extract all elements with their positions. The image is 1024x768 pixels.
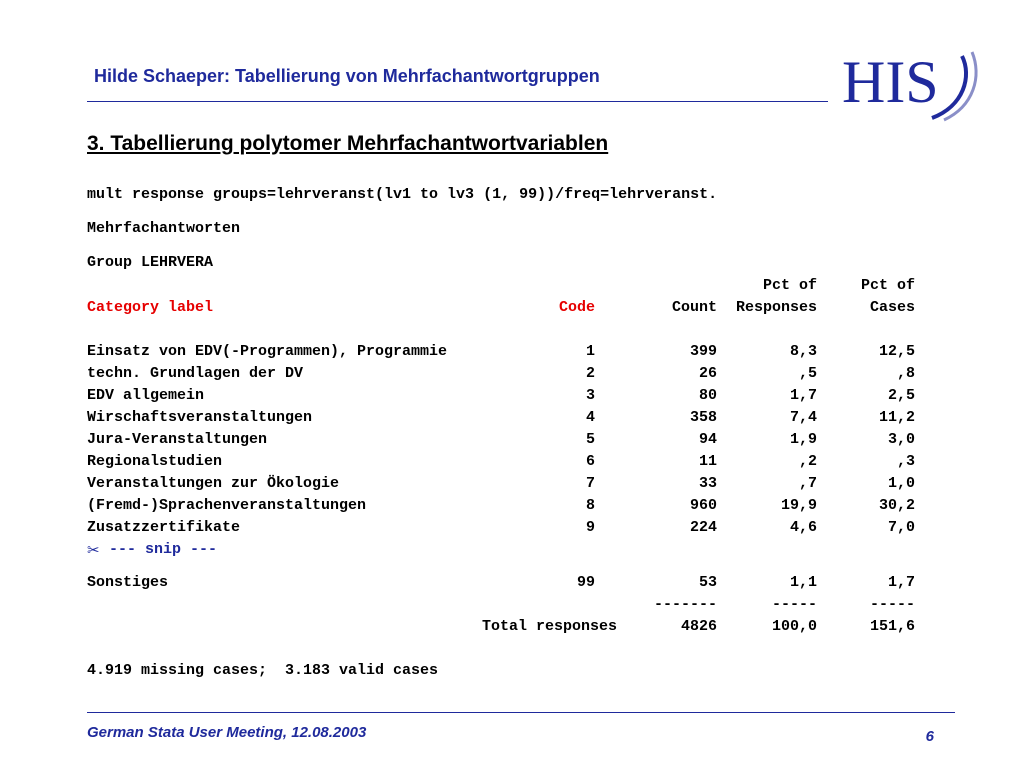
row-label: Veranstaltungen zur Ökologie (87, 475, 340, 492)
row-pct-cases: 11,2 (878, 409, 915, 426)
header-pct-responses: Pct of (762, 277, 817, 294)
summary-line (87, 660, 917, 682)
row-code: 3 (585, 387, 595, 404)
row-count: 80 (698, 387, 717, 404)
row-pct-cases: 1,7 (887, 574, 915, 591)
row-label: (Fremd-)Sprachenveranstaltungen (87, 497, 367, 514)
row-code: 99 (576, 574, 595, 591)
column-header-responses: Responses (735, 299, 817, 316)
row-code: 6 (585, 453, 595, 470)
row-count: 358 (689, 409, 717, 426)
total-pct-responses: 100,0 (771, 618, 817, 635)
row-count: 33 (698, 475, 717, 492)
row-count: 399 (689, 343, 717, 360)
row-count: 960 (689, 497, 717, 514)
table-row (87, 385, 917, 407)
row-pct-responses: 19,9 (780, 497, 817, 514)
row-count: 11 (698, 453, 717, 470)
row-pct-responses: 1,7 (789, 387, 817, 404)
total-pct-cases: 151,6 (869, 618, 915, 635)
header-pct-cases: Pct of (860, 277, 915, 294)
row-pct-cases: 7,0 (887, 519, 915, 536)
row-pct-responses: 8,3 (789, 343, 817, 360)
row-pct-cases: 1,0 (887, 475, 915, 492)
section-heading: 3. Tabellierung polytomer Mehrfachantwortvariablen (87, 132, 609, 155)
row-label: EDV allgemein (87, 387, 205, 404)
snip-marker (87, 539, 917, 561)
separator-responses: ----- (771, 596, 817, 613)
row-code: 4 (585, 409, 595, 426)
table-row (87, 517, 917, 539)
row-pct-responses: 7,4 (789, 409, 817, 426)
row-pct-cases: ,8 (896, 365, 915, 382)
footer-text: German Stata User Meeting, 12.08.2003 (87, 724, 367, 741)
row-label: Sonstiges (87, 574, 169, 591)
row-label: Einsatz von EDV(-Programmen), Programmie (87, 343, 448, 360)
row-pct-responses: 4,6 (789, 519, 817, 536)
row-count: 53 (698, 574, 717, 591)
row-code: 7 (585, 475, 595, 492)
column-header-category-label: Category label (87, 299, 214, 316)
row-count: 26 (698, 365, 717, 382)
row-pct-responses: ,7 (798, 475, 817, 492)
column-header-count: Count (671, 299, 717, 316)
table-row (87, 429, 917, 451)
row-label: Zusatzzertifikate (87, 519, 241, 536)
column-header-cases: Cases (869, 299, 915, 316)
header-divider (87, 101, 828, 102)
row-code: 1 (585, 343, 595, 360)
total-label: Total responses (481, 618, 617, 635)
table-row (87, 451, 917, 473)
row-pct-responses: 1,1 (789, 574, 817, 591)
table-row (87, 473, 917, 495)
row-pct-cases: ,3 (896, 453, 915, 470)
row-pct-cases: 12,5 (878, 343, 915, 360)
row-pct-responses: ,5 (798, 365, 817, 382)
group-name: Group LEHRVERA (87, 254, 214, 271)
column-header-code: Code (558, 299, 595, 316)
slide-header-title: Hilde Schaeper: Tabellierung von Mehrfachantwortgruppen (94, 66, 600, 86)
row-code: 9 (585, 519, 595, 536)
frequency-table (87, 275, 917, 682)
table-row-other (87, 572, 917, 594)
total-count: 4826 (680, 618, 717, 635)
table-row (87, 407, 917, 429)
table-row (87, 341, 917, 363)
row-code: 5 (585, 431, 595, 448)
row-label: Jura-Veranstaltungen (87, 431, 268, 448)
table-header-top (87, 275, 917, 297)
table-row (87, 495, 917, 517)
snip-text: --- snip --- (109, 541, 218, 558)
separator-row (87, 594, 917, 616)
row-count: 224 (689, 519, 717, 536)
his-logo (840, 46, 980, 122)
page-number: 6 (925, 728, 934, 745)
row-pct-cases: 3,0 (887, 431, 915, 448)
table-header (87, 297, 917, 319)
scissors-icon: ✂ (87, 541, 100, 559)
table-row (87, 363, 917, 385)
row-label: Wirschaftsveranstaltungen (87, 409, 313, 426)
row-label: Regionalstudien (87, 453, 223, 470)
his-logo-text: HIS (842, 49, 939, 115)
missing-valid-summary: 4.919 missing cases; 3.183 valid cases (87, 662, 439, 679)
command-line: mult response groups=lehrveranst(lv1 to lv3 (1, 99))/freq=lehrveranst. (87, 186, 718, 203)
row-pct-responses: ,2 (798, 453, 817, 470)
row-count: 94 (698, 431, 717, 448)
output-title: Mehrfachantworten (87, 220, 241, 237)
separator-count: ------- (653, 596, 717, 613)
row-pct-cases: 2,5 (887, 387, 915, 404)
row-code: 2 (585, 365, 595, 382)
separator-cases: ----- (869, 596, 915, 613)
row-label: techn. Grundlagen der DV (87, 365, 304, 382)
row-pct-responses: 1,9 (789, 431, 817, 448)
row-code: 8 (585, 497, 595, 514)
row-pct-cases: 30,2 (878, 497, 915, 514)
total-row (87, 616, 917, 638)
footer-divider (87, 712, 955, 713)
